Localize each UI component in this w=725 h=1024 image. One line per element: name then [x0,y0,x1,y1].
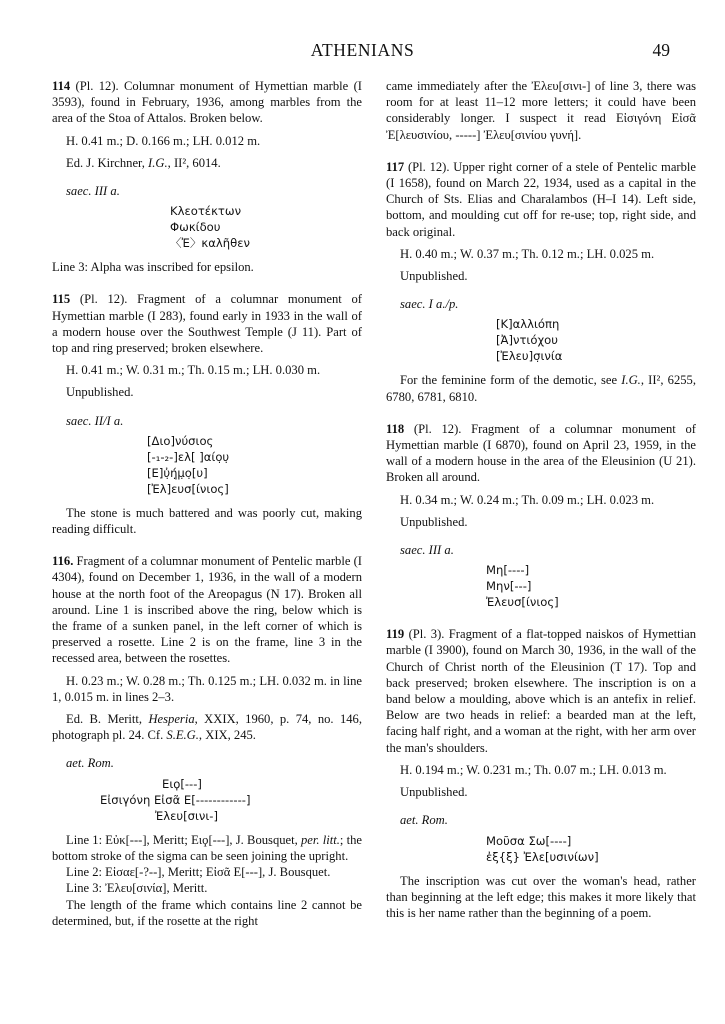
entry-text: (Pl. 12). Columnar monument of Hymettian marble (I 3593), found in February, 1936, among marbles from the area of the Stoa of Attalos. Broken below. [52,79,362,126]
inscription-text [100,776,362,824]
edition [52,711,362,743]
entry-118 [386,421,696,610]
measurements: H. 0.23 m.; W. 0.28 m.; Th. 0.125 m.; LH. 0.032 m. in line 1, 0.015 m. in lines 2–3. [52,673,362,704]
note [386,372,696,404]
entry-number: 114 [52,79,71,93]
note-italic: per. litt. [300,832,340,847]
inscription-text [170,203,362,251]
inscription-line: Ειϙ[---] [162,776,202,791]
inscription-line: [Ἀ]ντιόχου [496,333,558,348]
entry-number: 116. [52,554,74,569]
entry-115-description [52,291,362,356]
entry-text: (Pl. 3). Fragment of a flat-topped naiskos of Hymettian marble (I 3900), found on March 30, 1936, in the wall of the Church of Christ north of the Eleusinion (T 17). Top and back preserved; broken elsewhere. The inscription is on a band below a moulding, above which is an antefix in relief. Below are two heads in relief: a bearded man at the left, facing half right, and a woman at the right, with her arm over the man's shoulders. [386,627,696,755]
entry-118-description [386,421,696,486]
inscription-line: [Ἐλ]ευσ[ίνιος] [147,481,229,496]
inscription-line: Εἰσιγόνη Εἰσᾶ Ε[------------] [100,792,251,807]
inscription-line: Μη[----] [486,563,530,578]
note: Line 3: Alpha was inscribed for epsilon. [52,260,254,275]
left-column [52,78,362,929]
note: Line 2: Εἰσαε[-?--], Meritt; Εἰσᾶ Ε[---], J. Bousquet. [66,865,331,880]
note-text: , II², 6255, 6780, 6781, 6810. [386,373,697,404]
entry-number: 118 [386,421,405,436]
entry-text: (Pl. 12). Fragment of a columnar monument of Hymettian marble (I 283), found early in 1933 in the wall of a modern house over the Southwest Temple (J 11). Part of top and ring preserved; broken elsewhere. [52,292,362,356]
running-header [0,40,725,66]
inscription-line: Κλεοτέκτων [170,204,242,219]
inscription-line: Ἐλευσ[ίνιος] [486,595,559,610]
entry-text: (Pl. 12). Fragment of a columnar monument of Hymettian marble (I 6870), found on April 23, 1959, in the wall of a modern house in the area of the Eleusinion (U 21). Broken all around. [386,421,696,485]
inscription-line: Ἐλευ[σινι-] [155,808,218,823]
note-text: For the feminine form of the demotic, see [400,373,622,388]
continued-note: came immediately after the Ἐλευ[σινι-] of line 3, there was room for at least 11–12 more letters; it could have been considerably longer. I suspect it read Εἰσιγόνη Εἰσᾶ Ἐ[λευσινίου, -----] Ἐλευ[σινίου γυνή]. [386,79,696,142]
note-text: ; the bottom stroke of the sigma can be seen joining the upright. [52,832,362,863]
edition-prefix: Ed. B. Meritt, [66,712,149,727]
entry-116-description [52,553,362,666]
inscription-text [496,316,696,364]
entry-119 [386,626,696,921]
inscription-line: [Ε]ὐ̣ή̣μ̣ο̣[υ] [147,465,208,480]
edition-title-2: S.E.G. [166,728,199,743]
running-title: ATHENIANS [310,40,415,60]
entry-number: 119 [386,627,405,642]
inscription-text [486,833,696,865]
entry-114 [52,78,362,275]
inscription-line: ἐξ{ξ} Ἐλε[υσινίων] [486,849,599,864]
edition-suffix: , XXIX, 1960, p. 74, no. 146, photograph pl. 24. Cf. [52,712,362,743]
inscription-text [147,433,362,497]
publication-status: Unpublished. [66,385,134,400]
inscription-line: 〈Ἐ〉καλῆθεν [170,236,250,251]
note: Line 3: Ἐλευ[σινία], Meritt. [66,881,208,896]
page-number: 49 [652,40,670,60]
entry-text: (Pl. 12). Upper right corner of a stele of Pentelic marble (I 1658), found on March 22, 1934, used as a capital in the Church of Sts. Elias and Charalambos (H–I 14). Left side, bottom, and moulding cut off for re-use; top, right side, and back original. [386,159,696,239]
date: aet. Rom. [66,756,114,771]
entry-117-description [386,159,696,240]
entry-119-description [386,626,696,756]
date: aet. Rom. [400,813,448,828]
publication-status: Unpublished. [400,269,468,284]
measurements: H. 0.41 m.; D. 0.166 m.; LH. 0.012 m. [66,133,261,148]
date: saec. II/I a. [66,413,124,428]
inscription-line: [Διο]νύσιος [147,433,214,448]
inscription-text [486,562,696,610]
inscription-line: [Κ]αλλιόπη [496,317,560,332]
note: The inscription was cut over the woman's head, rather than beginning at the left edge; this makes it more likely that this is her name rather than the beginning of a poem. [386,873,696,920]
edition-title: I.G. [148,155,168,170]
note-italic: I.G. [621,373,641,388]
edition-suffix: , II², 6014. [167,155,221,170]
entry-number: 117 [386,159,405,174]
measurements: H. 0.34 m.; W. 0.24 m.; Th. 0.09 m.; LH. 0.023 m. [400,492,655,507]
measurements: H. 0.40 m.; W. 0.37 m.; Th. 0.12 m.; LH. 0.025 m. [400,246,655,261]
date: saec. I a./p. [400,297,459,312]
publication-status: Unpublished. [400,785,468,800]
entry-116 [52,553,362,929]
measurements: H. 0.194 m.; W. 0.231 m.; Th. 0.07 m.; LH. 0.013 m. [400,762,667,777]
right-column [386,78,696,921]
inscription-line: [-₁-₂-]ελ[ ]αίο̣υ̣ [147,449,230,464]
edition-prefix: Ed. J. Kirchner, [66,155,149,170]
note [52,832,362,864]
measurements: H. 0.41 m.; W. 0.31 m.; Th. 0.15 m.; LH. 0.030 m. [66,363,321,378]
edition-suffix-2: , XIX, 245. [198,728,256,743]
inscription-line: Μην[---] [486,579,532,594]
date: saec. III a. [66,184,120,199]
inscription-line: [Ἐλευ]σ̣ινία [496,349,563,364]
entry-text: Fragment of a columnar monument of Pentelic marble (I 4304), found on December 1, 1936, in the wall of a modern house at the north foot of the Areopagus (N 17). Broken all around. Line 1 is inscribed above the ring, below which is the frame of a sunken panel, in the left corner of which is preserved a rosette. Line 2 is on the frame, line 3 in the recessed area, between the rosettes. [52,554,362,666]
edition-title: Hesperia [148,712,195,727]
inscription-line: Μοῦσα Σω[----] [486,833,572,848]
edition [52,155,362,171]
entry-number: 115 [52,292,71,307]
date: saec. III a. [400,543,454,558]
entry-114-description [52,78,362,127]
note-text: Line 1: Εὐκ[---], Meritt; Ειϙ[---], J. Bousquet, [66,832,301,847]
note: The length of the frame which contains line 2 cannot be determined, but, if the rosette at the right [52,897,362,928]
entry-117 [386,159,696,405]
note: The stone is much battered and was poorly cut, making reading difficult. [52,505,362,537]
entry-115 [52,291,362,537]
inscription-line: Φωκίδου [170,220,221,235]
publication-status: Unpublished. [400,514,468,529]
